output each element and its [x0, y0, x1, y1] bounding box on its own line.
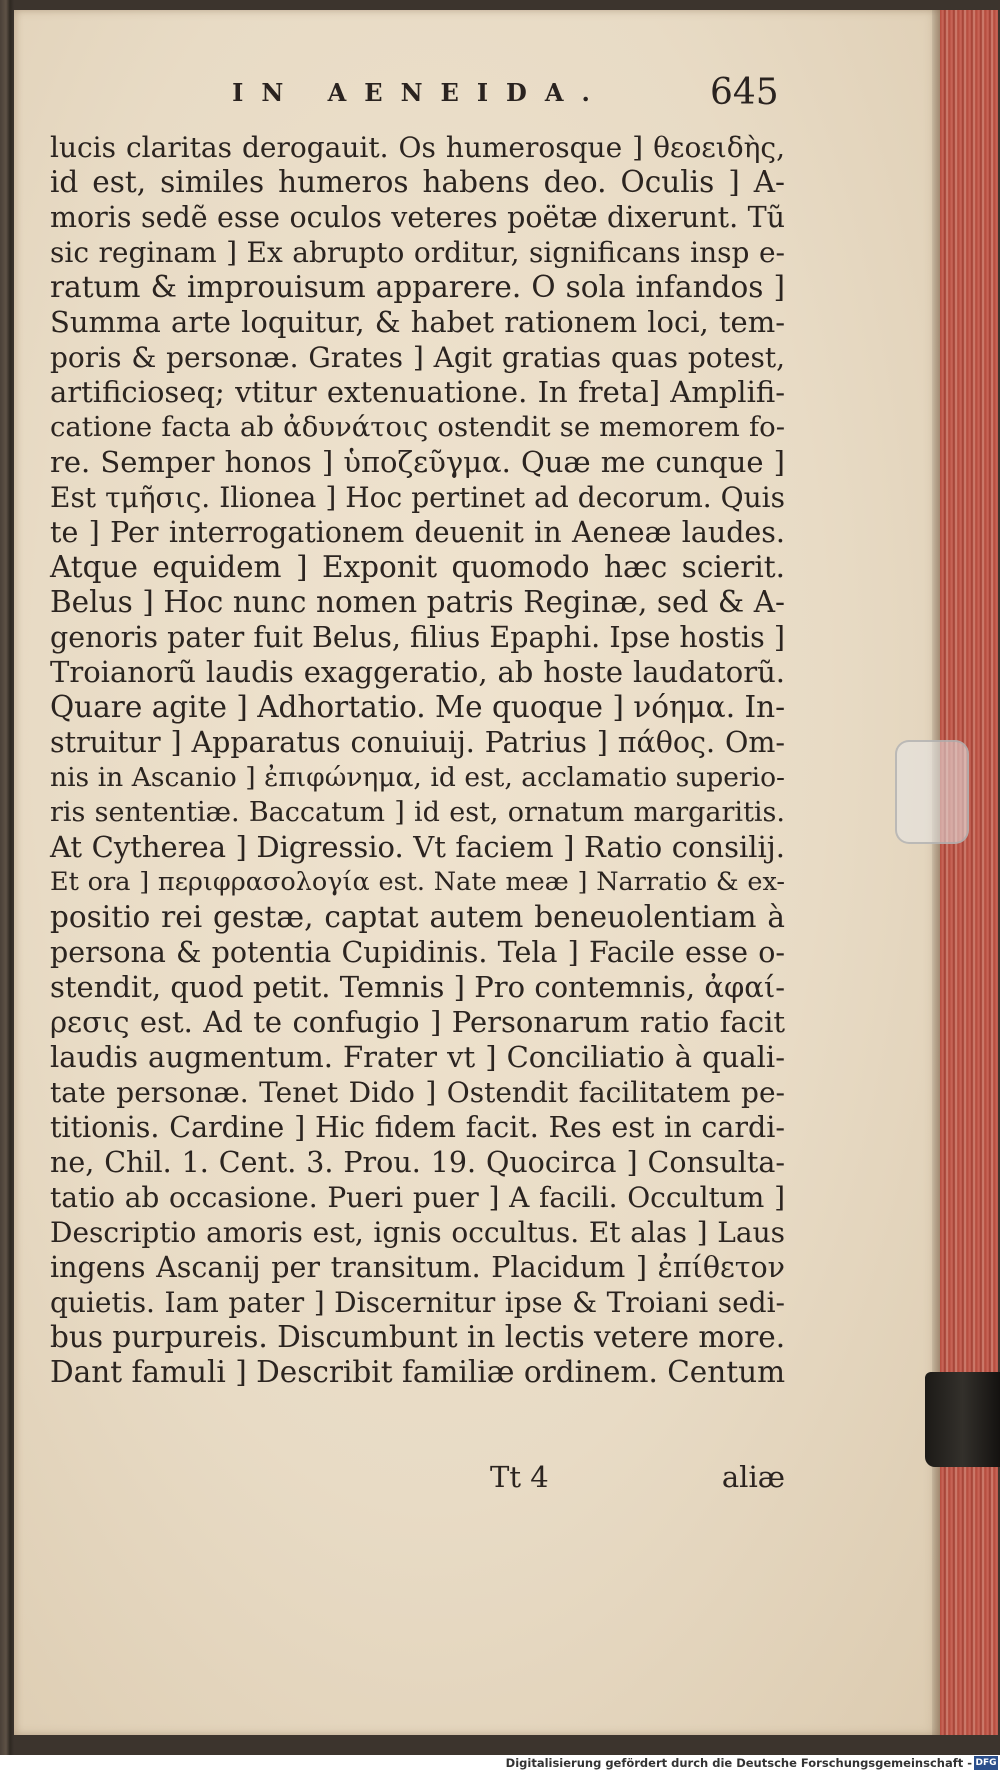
text-line: moris sedẽ esse oculos veteres poëtæ dixerunt. Tũ [50, 201, 785, 234]
text-line: positio rei gestæ, captat autem beneuolentiam à [50, 900, 785, 934]
text-line: Et ora ] περιφρασολογία est. Nate meæ ] Narratio & ex- [50, 867, 785, 897]
text-line: poris & personæ. Grates ] Agit gratias quas potest, [50, 341, 785, 374]
text-line: Belus ] Hoc nunc nomen patris Reginæ, sed & A- [50, 585, 785, 619]
text-line: Atque equidem ] Exponit quomodo hæc scierit. [50, 550, 785, 584]
book-page [14, 10, 940, 1735]
text-line: ratum & improuisum apparere. O sola infandos ] [50, 270, 785, 304]
text-line: tate personæ. Tenet Dido ] Ostendit facilitatem pe- [50, 1076, 785, 1109]
text-line: Quare agite ] Adhortatio. Me quoque ] νόημα. In- [50, 690, 786, 724]
running-head: IN AENEIDA. [232, 78, 608, 107]
text-line: At Cytherea ] Digressio. Vt faciem ] Ratio consilij. [50, 830, 785, 864]
text-line: artificioseq; vtitur extenuatione. In freta] Amplifi- [50, 375, 785, 409]
text-line: bus purpureis. Discumbunt in lectis vetere more. [50, 1320, 786, 1354]
commentary-text [50, 130, 785, 1390]
text-line: struitur ] Apparatus conuiuij. Patrius ] πάθος. Om- [50, 726, 785, 759]
footer-bar [0, 1755, 1000, 1773]
book-fore-edge [940, 10, 998, 1735]
text-line: Summa arte loquitur, & habet rationem loci, tem- [50, 305, 785, 339]
page-number: 645 [710, 72, 779, 113]
signature-mark: Tt 4 [490, 1460, 549, 1494]
text-line: tatio ab occasione. Pueri puer ] A facili. Occultum ] [50, 1181, 785, 1214]
text-line: persona & potentia Cupidinis. Tela ] Facile esse o- [50, 936, 785, 969]
text-line: sic reginam ] Ex abrupto orditur, significans insp e- [50, 236, 785, 269]
text-line: stendit, quod petit. Temnis ] Pro contemnis, ἀφαί- [50, 970, 785, 1004]
text-line: te ] Per interrogationem deuenit in Aeneæ laudes. [50, 516, 785, 549]
dfg-logo-icon: DFG [975, 1758, 997, 1768]
text-line: Est τμῆσις. Ilionea ] Hoc pertinet ad decorum. Quis [50, 481, 785, 514]
text-line: lucis claritas derogauit. Os humerosque ] θεοειδὴς, [50, 131, 785, 164]
text-line: genoris pater fuit Belus, filius Epaphi. Ipse hostis ] [50, 621, 785, 654]
text-line: Dant famuli ] Describit familiæ ordinem. Centum [50, 1355, 786, 1389]
text-line: nis in Ascanio ] ἐπιφώνημα, id est, acclamatio superio- [50, 762, 785, 793]
text-line: ne, Chil. 1. Cent. 3. Prou. 19. Quocirca ] Consulta- [50, 1146, 785, 1179]
binder-clip [925, 1372, 1000, 1467]
text-line: quietis. Iam pater ] Discernitur ipse & Troiani sedi- [50, 1286, 785, 1319]
clear-tab-marker [895, 740, 969, 844]
text-line: titionis. Cardine ] Hic fidem facit. Res est in cardi- [50, 1111, 785, 1144]
digitization-credit: Digitalisierung gefördert durch die Deutsche Forschungsgemeinschaft - [505, 1756, 972, 1770]
text-line: re. Semper honos ] ὑποζεῦγμα. Quæ me cunque ] [50, 445, 785, 479]
text-line: id est, similes humeros habens deo. Oculis ] A- [50, 165, 785, 199]
text-line: Descriptio amoris est, ignis occultus. Et alas ] Laus [50, 1216, 785, 1249]
text-line: ρεσις est. Ad te confugio ] Personarum ratio facit [50, 1005, 785, 1039]
text-line: ingens Ascanij per transitum. Placidum ] ἐπίθετον [50, 1251, 785, 1284]
text-line: laudis augmentum. Frater vt ] Conciliatio à quali- [50, 1040, 785, 1074]
text-line: Troianorũ laudis exaggeratio, ab hoste laudatorũ. [50, 655, 785, 689]
text-line: ris sententiæ. Baccatum ] id est, ornatum margaritis. [50, 797, 785, 828]
catchword: aliæ [721, 1460, 785, 1494]
text-line: catione facta ab ἀδυνάτοις ostendit se memorem fo- [50, 411, 785, 443]
catchline [50, 1460, 785, 1500]
